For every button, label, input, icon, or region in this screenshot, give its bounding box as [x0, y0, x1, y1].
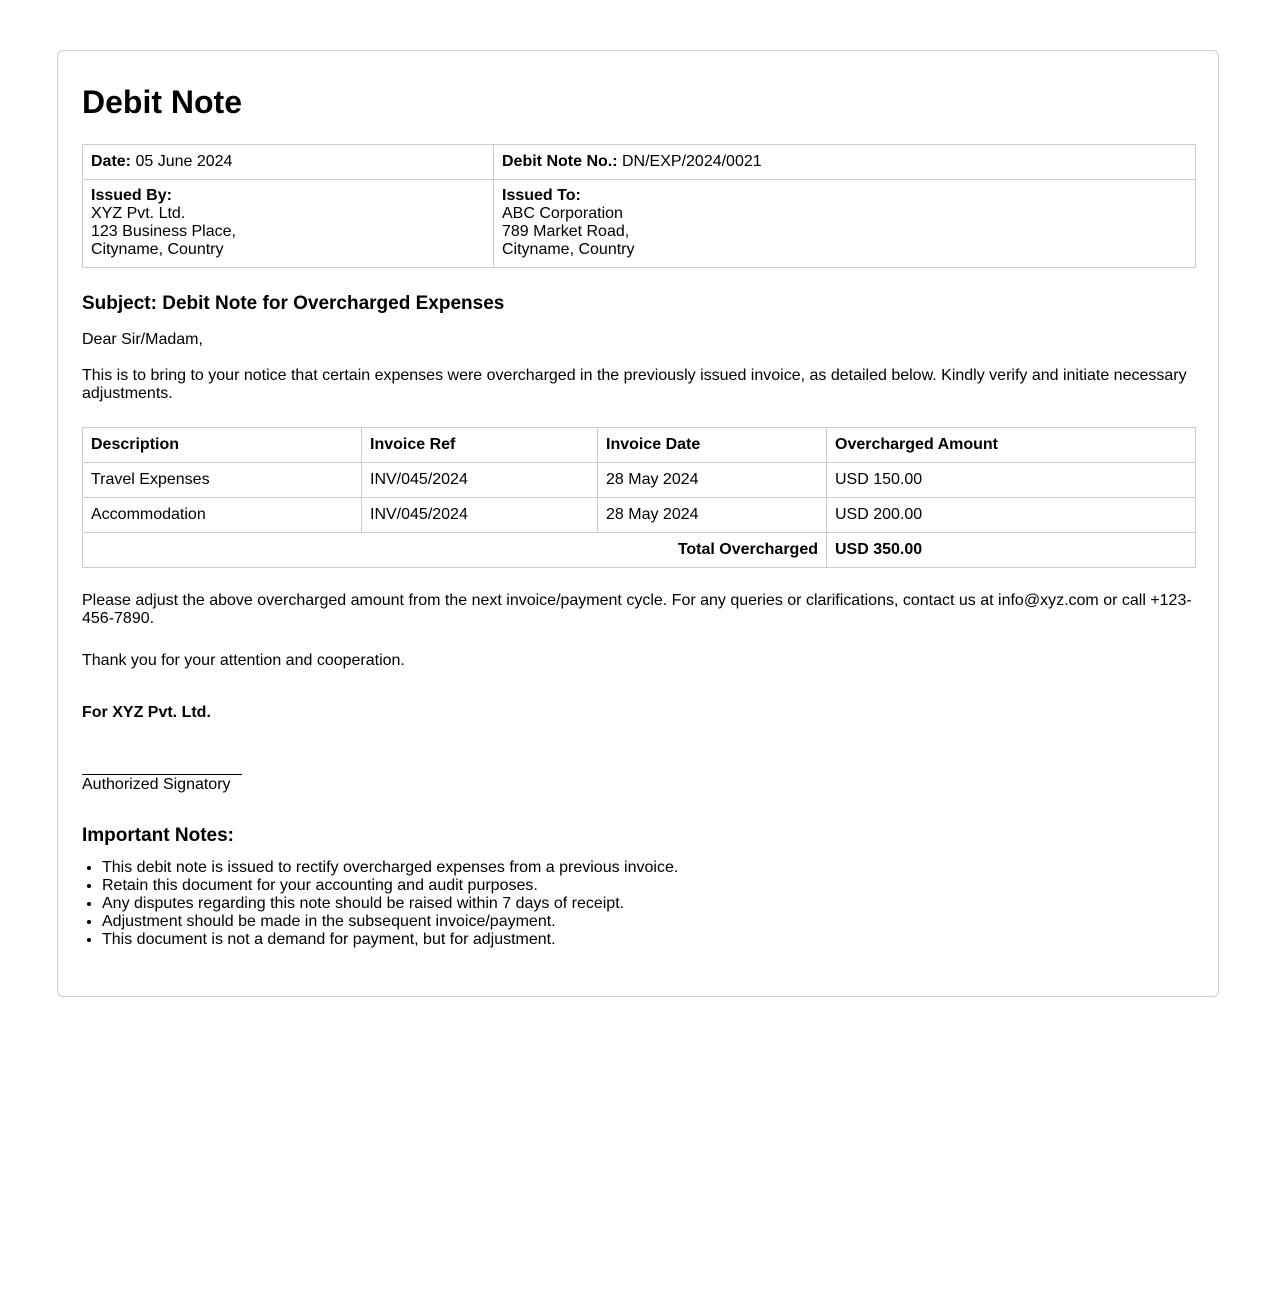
page-title: Debit Note	[82, 84, 242, 120]
issued-by-line: 123 Business Place,	[91, 223, 236, 240]
thanks-paragraph: Thank you for your attention and cooperation.	[82, 652, 405, 669]
column-header: Invoice Date	[598, 428, 827, 463]
debit-note-number-label: Debit Note No.:	[502, 153, 618, 170]
table-cell: USD 150.00	[827, 463, 1196, 498]
list-item: • This debit note is issued to rectify overcharged expenses from a previous invoice.	[102, 859, 678, 877]
info-row	[83, 180, 1196, 268]
issued-by-line: XYZ Pvt. Ltd.	[91, 205, 186, 222]
table-cell: Travel Expenses	[83, 463, 362, 498]
salutation: Dear Sir/Madam,	[82, 331, 203, 348]
table-cell: INV/045/2024	[362, 498, 598, 533]
adjustment-paragraph: Please adjust the above overcharged amount from the next invoice/payment cycle. For any queries or clarifications, contact us at info@xyz.com or call +123-456-7890.	[82, 592, 1192, 627]
signature-line	[82, 774, 242, 775]
list-item: • Adjustment should be made in the subsequent invoice/payment.	[102, 913, 678, 931]
column-header: Description	[83, 428, 362, 463]
subject-heading: Subject: Debit Note for Overcharged Expenses	[82, 293, 505, 314]
date-value: 05 June 2024	[135, 153, 233, 170]
header-info-table	[82, 144, 1196, 268]
debit-note-number-cell	[494, 145, 1196, 180]
list-item: • This document is not a demand for payment, but for adjustment.	[102, 931, 678, 949]
table-cell: Accommodation	[83, 498, 362, 533]
column-header: Overcharged Amount	[827, 428, 1196, 463]
table-row	[83, 463, 1196, 498]
issued-to-line: Cityname, Country	[502, 241, 635, 258]
issued-to-label: Issued To:	[502, 187, 581, 204]
signatory-label: Authorized Signatory	[82, 776, 231, 793]
issued-by-label: Issued By:	[91, 187, 172, 204]
debit-note-card	[57, 50, 1219, 997]
info-row	[83, 145, 1196, 180]
date-label: Date:	[91, 153, 132, 170]
table-cell: USD 200.00	[827, 498, 1196, 533]
total-label: Total Overcharged	[83, 533, 827, 568]
column-header: Invoice Ref	[362, 428, 598, 463]
total-row	[83, 533, 1196, 568]
table-cell: 28 May 2024	[598, 463, 827, 498]
table-row	[83, 498, 1196, 533]
issued-to-line: ABC Corporation	[502, 205, 623, 222]
intro-paragraph: This is to bring to your notice that certain expenses were overcharged in the previously issued invoice, as detailed below. Kindly verify and initiate necessary adjustments.	[82, 367, 1187, 402]
issued-by-line: Cityname, Country	[91, 241, 224, 258]
issued-to-cell	[494, 180, 1196, 268]
list-item: • Any disputes regarding this note should be raised within 7 days of receipt.	[102, 895, 678, 913]
issued-by-cell	[83, 180, 494, 268]
table-cell: INV/045/2024	[362, 463, 598, 498]
date-cell	[83, 145, 494, 180]
debit-note-number-value: DN/EXP/2024/0021	[622, 153, 762, 170]
issued-to-line: 789 Market Road,	[502, 223, 630, 240]
list-item: • Retain this document for your accounting and audit purposes.	[102, 877, 678, 895]
notes-list	[82, 859, 678, 949]
total-value: USD 350.00	[827, 533, 1196, 568]
expenses-table	[82, 427, 1196, 568]
table-header-row	[83, 428, 1196, 463]
company-signoff: For XYZ Pvt. Ltd.	[82, 704, 211, 721]
table-cell: 28 May 2024	[598, 498, 827, 533]
notes-heading: Important Notes:	[82, 825, 234, 846]
